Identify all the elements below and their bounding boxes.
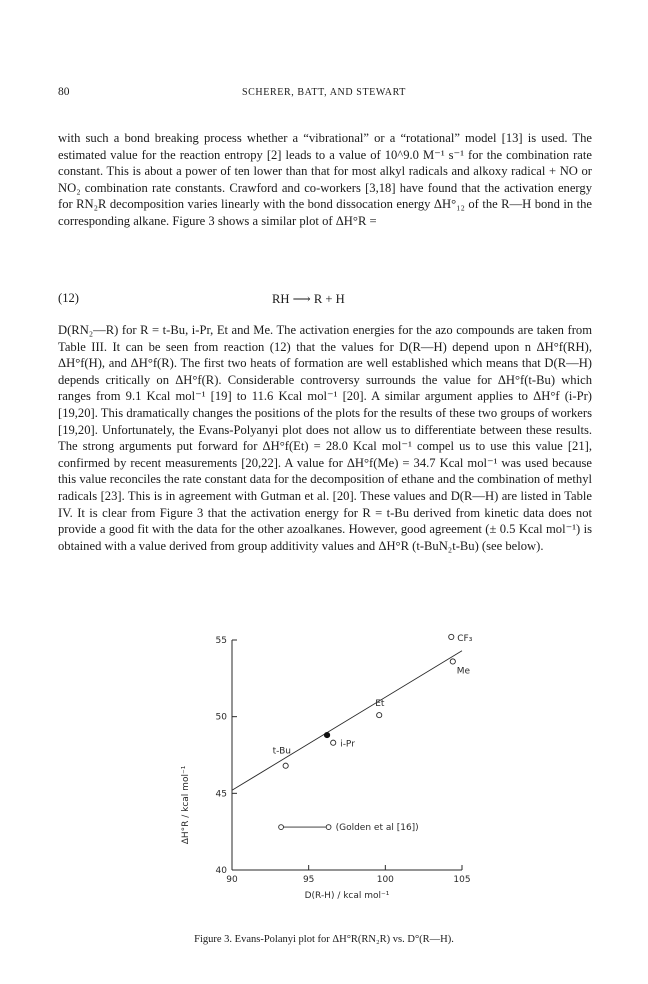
regression-line xyxy=(232,651,462,791)
equation-number: (12) xyxy=(58,291,79,305)
point-label: Me xyxy=(456,666,471,677)
equation-12 xyxy=(58,291,592,309)
data-point-filled xyxy=(324,732,329,737)
page-number: 80 xyxy=(58,86,70,98)
legend-marker-right xyxy=(326,825,331,830)
x-tick-label: 95 xyxy=(302,875,315,885)
data-point-Et xyxy=(377,713,382,718)
running-title: SCHERER, BATT, AND STEWART xyxy=(242,87,406,98)
point-label: Et xyxy=(375,699,385,710)
paragraph-text-1: with such a bond breaking process whether a “vibrational” or a “rotational” model [13] is used. The estimated value for the reaction entropy [2] leads to a value of 10^9.0 M⁻¹ s⁻¹ for the combination rate constant. This is about a power of ten lower than that for most alkyl radicals and alkoxy radical + NO or NO₂ combination rate constants. Crawford and co-workers [3,18] have found that the activation energy for RN₂R decomposition varies linearly with the bond dissocation energy ΔH°₁₂ of the R—H bond in the corresponding alkane. Figure 3 shows a similar plot of ΔH°R = xyxy=(58,131,592,228)
y-tick-label: 45 xyxy=(215,789,227,800)
paragraph-text-2: D(RN₂—R) for R = t-Bu, i-Pr, Et and Me. The activation energies for the azo compounds are taken from Table III. It can be seen from reaction (12) that the values for D(R—H) depend upon n ΔH°f(RH), ΔH°f(H), and ΔH°f(R). The first two heats of formation are well established which means that D(R—H) depends critically on ΔH°f(R). Considerable controversy surrounds the value for ΔH°f(t-Bu) which ranges from 9.1 Kcal mol⁻¹ [19] to 11.6 Kcal mol⁻¹ [20]. A similar argument applies to ΔH°f (i-Pr) [19,20]. This dramatically changes the positions of the plots for the results of these two groups of workers [19,20]. Unfortunately, the Evans-Polyanyi plot does not allow us to differentiate between these results. The strong arguments put forward for ΔH°f(Et) = 28.0 Kcal mol⁻¹ compel us to use this value [21], confirmed by recent measurements [20,22]. A value for ΔH°f(Me) = 34.7 Kcal mol⁻¹ was used because this value reconciles the rate constant data for the decomposition of ethane and the combination of methyl radicals [23]. This is in agreement with Gutman et al. [20]. These values and D(R—H) are listed in Table IV. It is clear from Figure 3 that the activation energy for R = t-Bu derived from kinetic data does not provide a good fit with the data for the other azoalkanes. However, good agreement (± 0.5 Kcal mol⁻¹) is obtained with a value derived from group additivity values and ΔH°R (t-BuN₂t-Bu) (see below). xyxy=(58,323,592,553)
y-tick-label: 55 xyxy=(215,636,227,646)
x-axis-label: D(R-H) / kcal mol⁻¹ xyxy=(304,891,390,901)
figure-3 xyxy=(160,628,500,928)
data-point-CF₃ xyxy=(449,634,454,639)
legend-text: (Golden et al [16]) xyxy=(335,823,419,834)
x-tick-label: 100 xyxy=(376,875,394,885)
x-tick-label: 105 xyxy=(453,875,471,885)
legend-marker-left xyxy=(279,825,284,830)
y-tick-label: 40 xyxy=(215,866,227,876)
equation-body: RH ⟶ R + H xyxy=(272,292,345,306)
figure-caption: Figure 3. Evans-Polanyi plot for ΔH°R(RN₂R) vs. D°(R—H). xyxy=(194,934,454,945)
body-paragraph-2 xyxy=(58,322,592,554)
y-axis-label: ΔH°R / kcal mol⁻¹ xyxy=(181,765,191,845)
data-point-i-Pr xyxy=(331,740,336,745)
point-label: t-Bu xyxy=(272,746,292,757)
data-point-Me xyxy=(450,659,455,664)
y-tick-label: 50 xyxy=(215,712,227,723)
page-header xyxy=(58,86,590,104)
evans-polanyi-chart xyxy=(160,628,500,928)
x-tick-label: 90 xyxy=(226,875,238,885)
body-paragraph-1 xyxy=(58,130,592,230)
point-label: i-Pr xyxy=(340,739,355,750)
point-label: CF₃ xyxy=(457,633,473,644)
data-point-t-Bu xyxy=(283,763,288,768)
